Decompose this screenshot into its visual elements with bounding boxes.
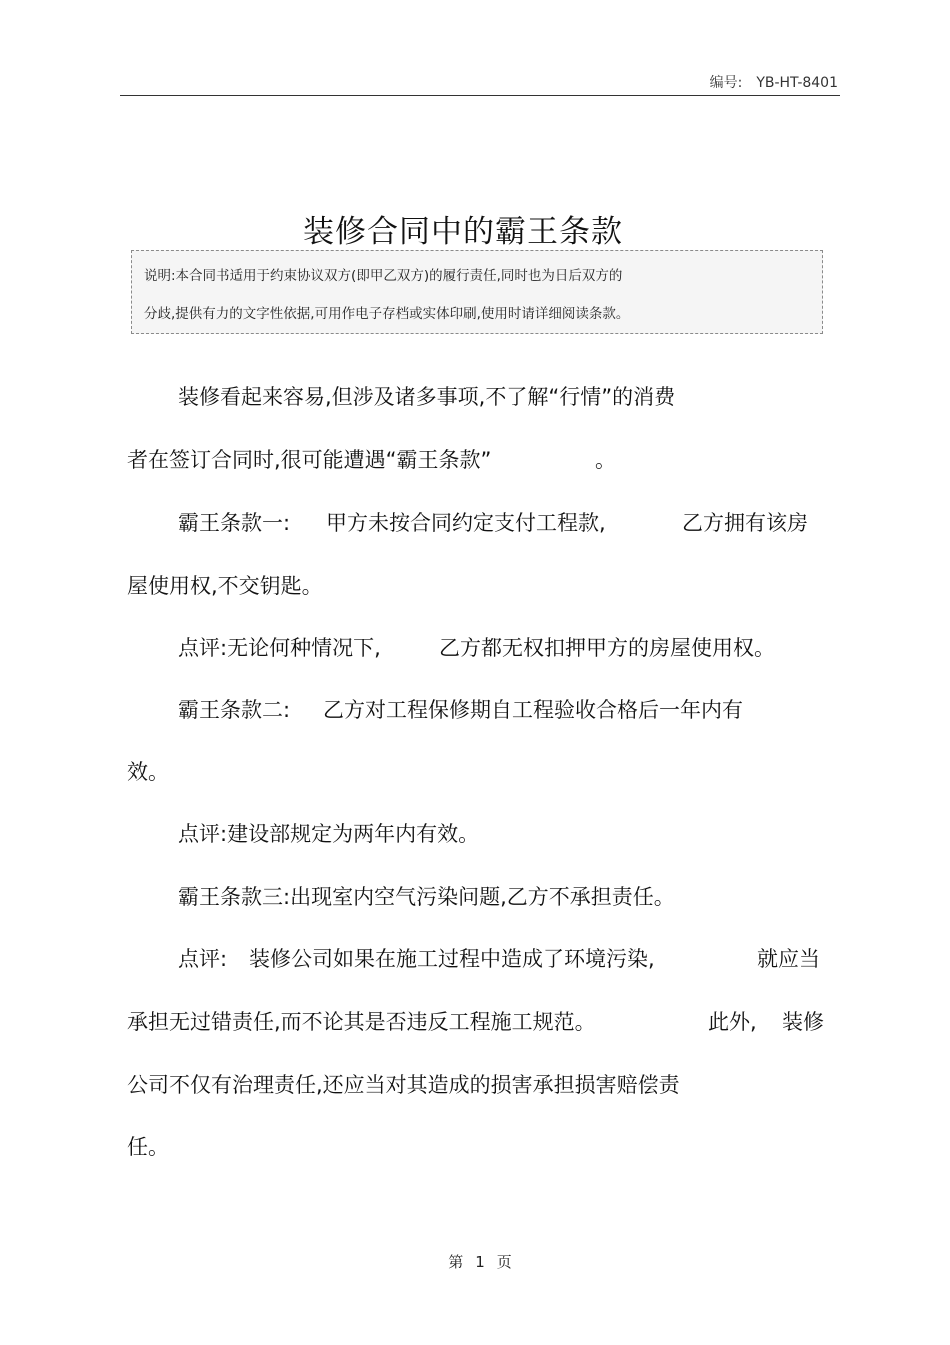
comment-3-text: 装修公司如果在施工过程中造成了环境污染, [249, 947, 655, 971]
paragraph-intro-line-2: 者在签订合同时,很可能遭遇“霸王条款” [127, 448, 492, 472]
page-footer [0, 1251, 950, 1272]
description-box [131, 250, 823, 334]
comment-3-line-2-end: 装修 [782, 1010, 824, 1034]
clause-2-heading: 霸王条款二: [178, 698, 291, 722]
document-code [710, 72, 838, 92]
clause-2-text: 乙方对工程保修期自工程验收合格后一年内有 [323, 698, 743, 722]
page-number: 1 [475, 1253, 485, 1271]
comment-3-line-2: 承担无过错责任,而不论其是否违反工程施工规范。 [127, 1010, 596, 1034]
clause-1-text-line-2: 屋使用权,不交钥匙。 [127, 574, 323, 598]
description-line-2: 分歧,提供有力的文字性依据,可用作电子存档或实体印刷,使用时请详细阅读条款。 [144, 306, 630, 322]
clause-1-heading: 霸王条款一: [178, 511, 291, 535]
comment-1-start: 点评:无论何种情况下, [178, 636, 381, 660]
document-title: 装修合同中的霸王条款 [303, 213, 623, 250]
paragraph-intro-period: 。 [595, 448, 616, 472]
document-code-value: YB-HT-8401 [756, 75, 838, 91]
clause-2-text-line-2: 效。 [127, 760, 169, 784]
comment-3-line-2-mid: 此外, [708, 1010, 757, 1034]
document-code-label: 编号: [709, 75, 743, 91]
comment-3-text-end: 就应当 [757, 947, 820, 971]
clause-1-text: 甲方未按合同约定支付工程款, [326, 511, 606, 535]
page-prefix: 第 [448, 1253, 464, 1271]
paragraph-intro-line-1: 装修看起来容易,但涉及诸多事项,不了解“行情”的消费 [178, 385, 676, 409]
description-line-1: 说明:本合同书适用于约束协议双方(即甲乙双方)的履行责任,同时也为日后双方的 [144, 268, 623, 284]
comment-1-end: 乙方都无权扣押甲方的房屋使用权。 [439, 636, 775, 660]
comment-2: 点评:建设部规定为两年内有效。 [178, 822, 480, 846]
clause-1-text-end: 乙方拥有该房 [682, 511, 808, 535]
header-divider [120, 95, 840, 96]
clause-3: 霸王条款三:出现室内空气污染问题,乙方不承担责任。 [178, 885, 675, 909]
page-suffix: 页 [496, 1253, 512, 1271]
comment-3-line-3: 公司不仅有治理责任,还应当对其造成的损害承担损害赔偿责 [127, 1073, 680, 1097]
comment-3-label: 点评: [178, 947, 228, 971]
comment-3-line-4: 任。 [127, 1135, 169, 1159]
